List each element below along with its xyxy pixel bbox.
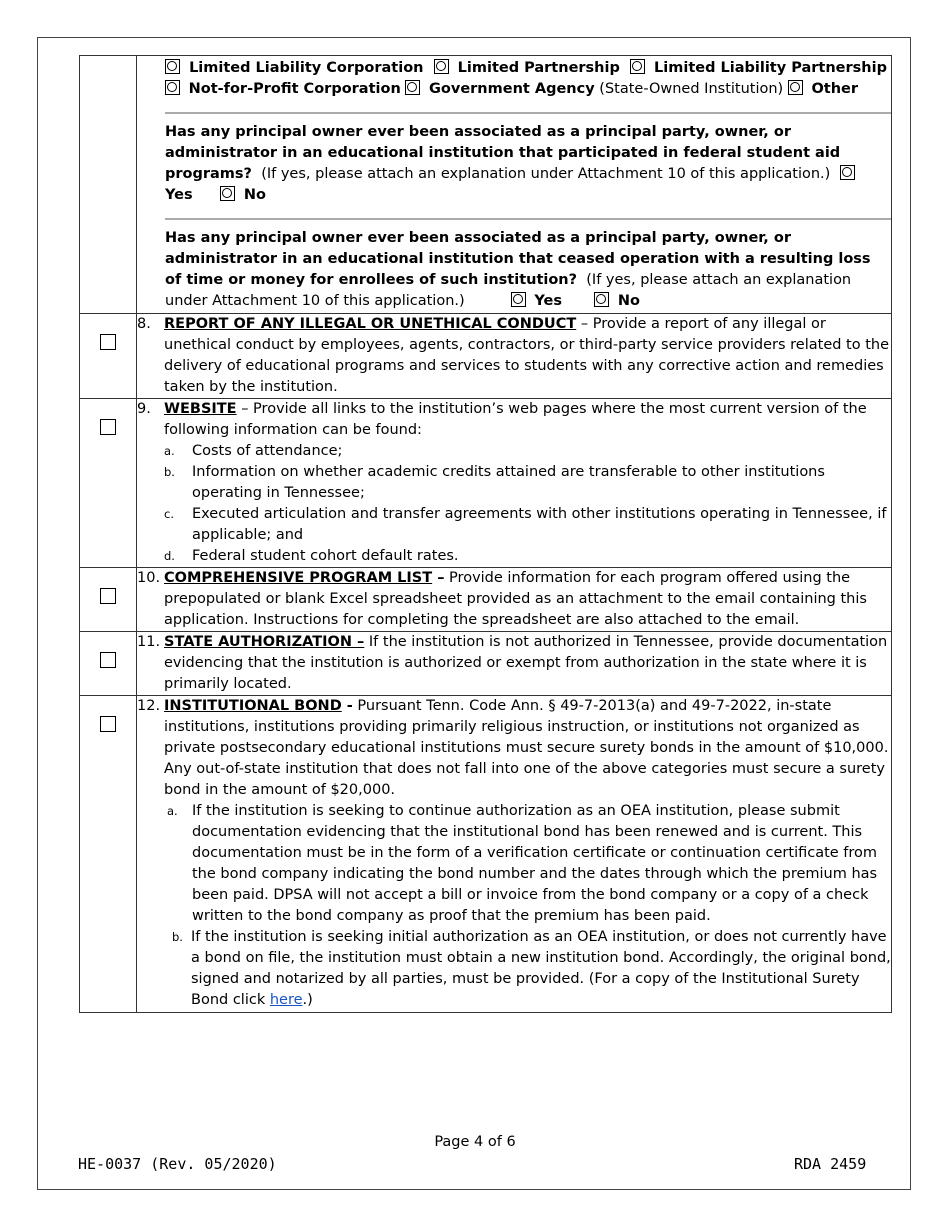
item-10-checkbox[interactable] [100,588,116,604]
entity-section [137,56,892,314]
item-8 [137,314,892,399]
checkbox-cell [80,568,137,632]
item-number: 11. [137,634,161,650]
q2-no-label: No [617,293,640,309]
list-item [164,462,891,504]
item-9-checkbox[interactable] [100,419,116,435]
list-item [164,801,891,927]
list-marker: c. [164,507,174,521]
radio-q2-no[interactable] [594,292,609,307]
table-row [80,632,892,696]
item-12-checkbox[interactable] [100,716,116,732]
list-marker: d. [164,549,175,563]
table-row [80,568,892,632]
item-number: 10. [137,570,161,586]
q1-yes-label: Yes [165,187,193,203]
radio-llp[interactable] [630,59,645,74]
item-10-dash: – [432,570,445,586]
nonprofit-label: Not-for-Profit Corporation [188,81,401,97]
item-9-title: WEBSITE [164,401,237,417]
page-number: Page 4 of 6 [434,1134,516,1150]
item-12-dash: - [341,698,353,714]
item-10-title: COMPREHENSIVE PROGRAM LIST [164,570,433,586]
list-text: If the institution is seeking to continue authorization as an OEA institution, please submit documentation evidencing that the institutional bond has been renewed and is current. This documentation must be in the form of a verification certificate or continuation certificate from the bond company indicating the bond number and the dates through which the premium has been paid. DPSA will not accept a bill or invoice from the bond company or a copy of a check written to the bond company as proof that the premium has been paid. [192,803,878,924]
radio-government-agency[interactable] [405,80,420,95]
checkbox-cell [80,399,137,568]
item-number: 12. [137,698,161,714]
list-marker: b. [172,930,183,944]
question-federal-aid-note: (If yes, please attach an explanation under Attachment 10 of this application.) [261,166,831,182]
list-item [155,927,891,1011]
list-item [164,441,891,462]
list-text: Costs of attendance; [192,443,343,459]
item-12-text: Pursuant Tenn. Code Ann. § 49-7-2013(a) and 49-7-2022, in-state institutions, institutions providing primarily religious instruction, or institutions not organized as private postsecondary educational institutions must secure surety bonds in the amount of $10,000. Any out-of-state institution that does not fall into one of the above categories must secure a surety bond in the amount of $20,000. [164,698,889,798]
table-row [80,56,892,314]
list-text: Executed articulation and transfer agreements with other institutions operating in Tennessee, if applicable; and [192,506,887,543]
table-row [80,696,892,1013]
item-8-title: REPORT OF ANY ILLEGAL OR UNETHICAL CONDUCT [164,316,577,332]
surety-bond-link[interactable]: here [269,992,303,1008]
table-row [80,399,892,568]
radio-q2-yes[interactable] [511,292,526,307]
question-federal-aid-text: Has any principal owner ever been associated as a principal party, owner, or administrator in an educational institution that participated in federal student aid programs? [165,124,841,182]
divider [165,112,891,114]
item-12 [137,696,892,1013]
list-text: If the institution is seeking initial authorization as an OEA institution, or does not currently have a bond on file, the institution must obtain a new institution bond. Accordingly, the original bond, signed and notarized by all parties, must be provided. (For a copy of the Institutional Surety Bond click [191,929,891,1008]
radio-q1-no[interactable] [220,186,235,201]
llc-label: Limited Liability Corporation [189,60,424,76]
q2-yes-label: Yes [534,293,562,309]
radio-other[interactable] [788,80,803,95]
item-8-text: – Provide a report of any illegal or unethical conduct by employees, agents, contractors, or third-party service providers related to the delivery of educational programs and services to students with any corrective action and remedies taken by the institution. [164,316,890,395]
q1-no-label: No [243,187,267,203]
llp-label: Limited Liability Partnership [654,60,887,76]
radio-nonprofit[interactable] [165,80,180,95]
list-text-end: .) [302,992,313,1008]
government-agency-label: Government Agency [429,81,595,97]
question-ceased-operation-note: (If yes, please attach an explanation under Attachment 10 of this application.) [165,272,852,309]
list-marker: b. [164,465,175,479]
item-10-text: Provide information for each program offered using the prepopulated or blank Excel spreadsheet provided as an attachment to the email containing this application. Instructions for completing the spreadsheet are also attached to the email. [164,570,867,628]
lp-label: Limited Partnership [457,60,620,76]
form-number: HE-0037 (Rev. 05/2020) [78,1155,277,1173]
item-11-checkbox[interactable] [100,652,116,668]
list-text: Federal student cohort default rates. [192,548,459,564]
divider [165,218,891,220]
checklist-table [79,55,892,1013]
radio-q1-yes[interactable] [840,165,855,180]
other-label: Other [811,81,859,97]
item-8-checkbox[interactable] [100,334,116,350]
item-11-title: STATE AUTHORIZATION [164,634,358,650]
list-text: Information on whether academic credits attained are transferable to other institutions operating in Tennessee; [192,464,825,501]
item-11-dash: – [357,634,365,650]
item-number: 8. [137,316,151,332]
government-agency-note: (State-Owned Institution) [599,81,784,97]
question-federal-aid [165,122,891,206]
list-marker: a. [167,804,178,818]
item-9 [137,399,892,568]
item-11 [137,632,892,696]
radio-llc[interactable] [165,59,180,74]
item-10 [137,568,892,632]
checkbox-cell [80,696,137,1013]
question-ceased-operation [165,228,891,312]
list-item [164,546,891,567]
checkbox-cell [80,56,137,314]
radio-limited-partnership[interactable] [434,59,449,74]
item-number: 9. [137,401,151,417]
checkbox-cell [80,314,137,399]
checkbox-cell [80,632,137,696]
question-ceased-operation-text: Has any principal owner ever been associated as a principal party, owner, or administrator in an educational institution that ceased operation with a resulting loss of time or money for enrollees of such institution? [165,230,871,288]
rda-number: RDA 2459 [794,1155,867,1173]
item-12-title: INSTITUTIONAL BOND [164,698,342,714]
item-11-text: If the institution is not authorized in Tennessee, provide documentation evidencing that the institution is authorized or exempt from authorization in the state where it is primarily located. [164,634,888,692]
item-9-text: – Provide all links to the institution’s web pages where the most current version of the following information can be found: [164,401,867,438]
table-row [80,314,892,399]
list-item [164,504,891,546]
list-marker: a. [164,444,175,458]
